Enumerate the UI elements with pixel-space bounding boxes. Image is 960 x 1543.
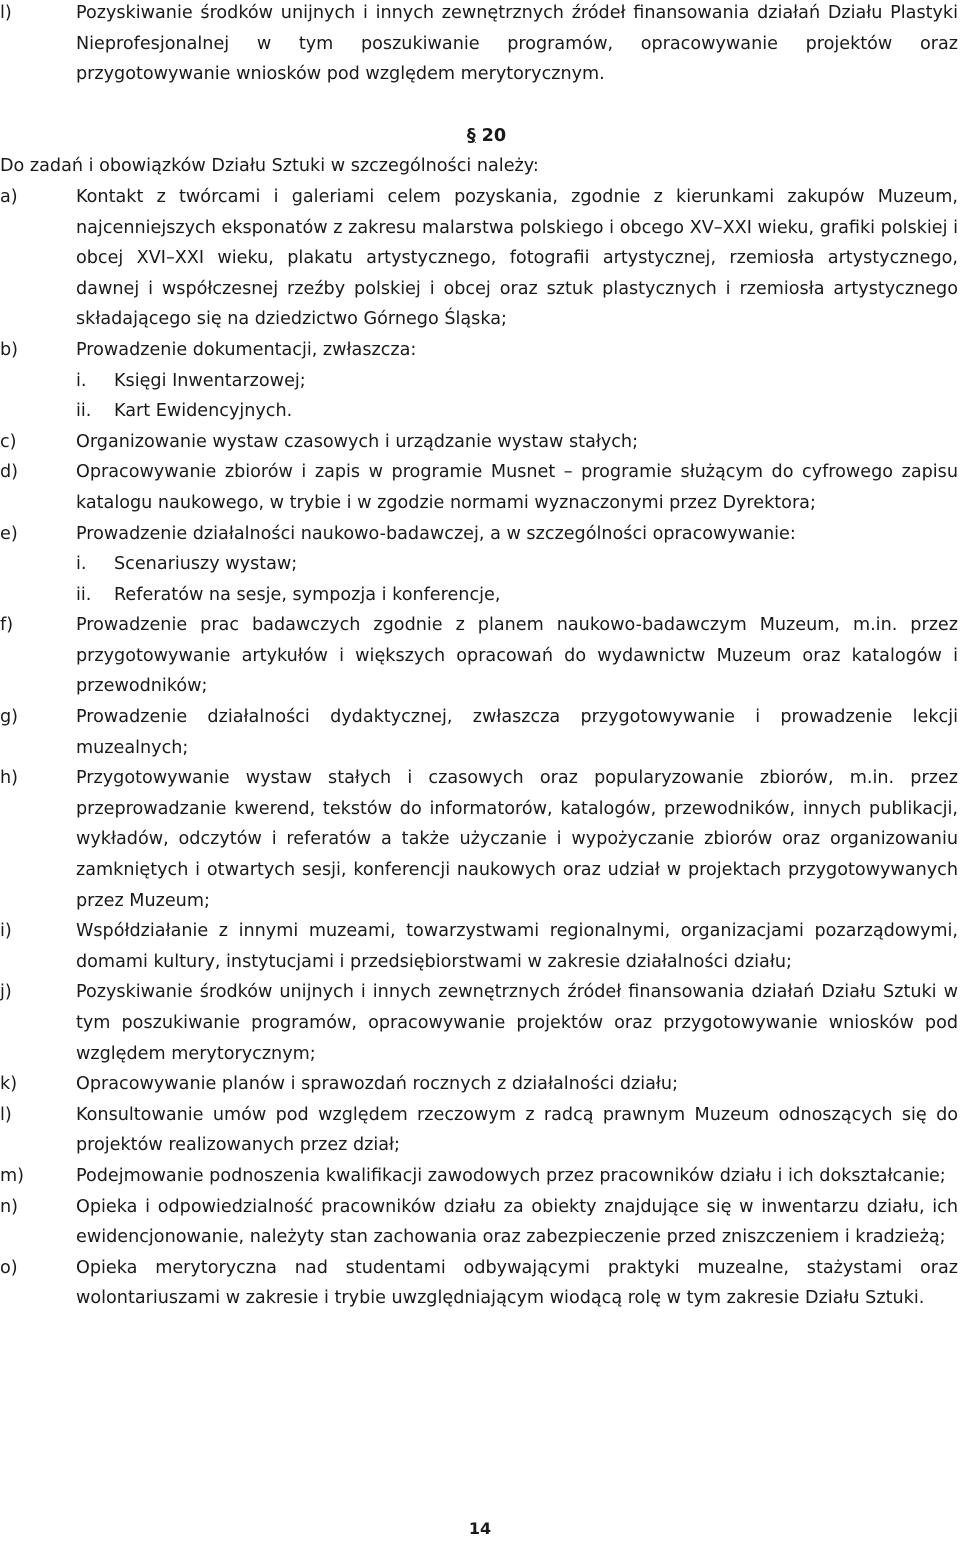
item-letter: d) [0,462,19,483]
sub-item-number: i. [76,370,87,391]
sub-item-text: Księgi Inwentarzowej; [114,370,306,391]
item-text: Organizowanie wystaw czasowych i urządzanie wystaw stałych; [76,431,639,452]
list-item [0,702,958,763]
sub-item-number: i. [76,554,87,575]
item-letter: o) [0,1257,18,1278]
item-text: Pozyskiwanie środków unijnych i innych zewnętrznych źródeł finansowania działań Działu Sztuki w tym poszukiwanie programów, opracowywanie projektów oraz przygotowywanie wniosków pod względem merytorycznym; [76,982,958,1064]
list-item [0,1192,958,1253]
item-letter: i) [0,921,12,942]
section-number: 20 [481,125,507,146]
sub-item [0,396,958,427]
paragraph-sign: § [466,125,476,146]
sub-item-number: ii. [76,401,92,422]
item-text: Prowadzenie działalności naukowo-badawczej, a w szczególności opracowywanie: [76,523,796,544]
sub-item-text: Referatów na sesje, sympozja i konferencje, [114,584,501,605]
list-item [0,763,958,916]
item-letter: c) [0,431,17,452]
item-letter: l) [0,1104,12,1125]
list-item [0,1069,958,1100]
list-item [0,457,958,518]
list-item [0,519,958,550]
sub-item [0,580,958,611]
item-text: Pozyskiwanie środków unijnych i innych zewnętrznych źródeł finansowania działań Działu Plastyki Nieprofesjonalnej w tym poszukiwanie programów, opracowywanie projektów oraz przygotowywanie wniosków pod względem merytorycznym. [76,3,958,85]
list-item [0,610,958,702]
list-item [0,1100,958,1161]
list-item [0,1161,958,1192]
item-letter: j) [0,982,12,1003]
item-text: Prowadzenie działalności dydaktycznej, zwłaszcza przygotowywanie i prowadzenie lekcji muzealnych; [76,707,958,758]
list-item [0,427,958,458]
list-item [0,977,958,1069]
list-item [0,1253,958,1314]
item-letter: g) [0,707,19,728]
page-number: 14 [468,1519,492,1538]
sub-item-number: ii. [76,584,92,605]
item-text: Opracowywanie zbiorów i zapis w programie Musnet – programie służącym do cyfrowego zapisu katalogu naukowego, w trybie i w zgodzie normami wyznaczonymi przez Dyrektora; [76,462,958,513]
task-list [0,182,958,1314]
list-item [0,182,958,335]
item-text: Opieka merytoryczna nad studentami odbywającymi praktyki muzealne, stażystami oraz wolontariuszami w zakresie i trybie uwzględniającym wiodącą rolę w tym zakresie Działu Sztuki. [76,1257,958,1309]
item-letter: f) [0,615,14,636]
section-heading [0,121,958,152]
list-item [0,335,958,366]
item-text: Opieka i odpowiedzialność pracowników działu za obiekty znajdujące się w inwentarzu działu, ich ewidencjonowanie, należyty stan zachowania oraz zabezpieczenie przed zniszczeniem i kradzieżą; [76,1196,958,1248]
item-letter: h) [0,768,19,789]
item-text: Konsultowanie umów pod względem rzeczowym z radcą prawnym Muzeum odnoszących się do projektów realizowanych przez dział; [76,1104,958,1156]
item-text: Prowadzenie prac badawczych zgodnie z planem naukowo-badawczym Muzeum, m.in. przez przygotowywanie artykułów i większych opracowań do wydawnictw Muzeum oraz katalogów i przewodników; [76,615,958,697]
item-text: Współdziałanie z innymi muzeami, towarzystwami regionalnymi, organizacjami pozarządowymi, domami kultury, instytucjami i przedsiębiorstwami w zakresie działalności działu; [76,921,958,972]
item-letter: k) [0,1074,18,1095]
sub-item-text: Scenariuszy wystaw; [114,554,298,575]
list-item [0,916,958,977]
item-letter: m) [0,1165,25,1186]
item-letter: b) [0,339,19,360]
item-letter: e) [0,523,18,544]
item-text: Opracowywanie planów i sprawozdań rocznych z działalności działu; [76,1074,678,1095]
sub-item [0,549,958,580]
item-letter: l) [0,3,12,23]
item-text: Podejmowanie podnoszenia kwalifikacji zawodowych przez pracowników działu i ich dokształcanie; [76,1165,946,1186]
item-text: Prowadzenie dokumentacji, zwłaszcza: [76,339,417,360]
sub-item [0,366,958,397]
section-intro: Do zadań i obowiązków Działu Sztuki w szczególności należy: [0,156,539,177]
sub-item-text: Kart Ewidencyjnych. [114,401,293,422]
item-text: Przygotowywanie wystaw stałych i czasowych oraz popularyzowanie zbiorów, m.in. przez przeprowadzanie kwerend, tekstów do informatorów, katalogów, przewodników, innych publikacji, wykładów, odczytów i referatów a także użyczanie i wypożyczanie zbiorów oraz organizowaniu zamkniętych i otwartych sesji, konferencji naukowych oraz udział w projektach przygotowywanych przez Muzeum; [76,768,958,911]
item-text: Kontakt z twórcami i galeriami celem pozyskania, zgodnie z kierunkami zakupów Muzeum, najcenniejszych eksponatów z zakresu malarstwa polskiego i obcego XV–XXI wieku, grafiki polskiej i obcej XVI–XXI wieku, plakatu artystycznego, fotografii artystycznej, rzemiosła artystycznego, dawnej i współczesnej rzeźby polskiej i obcej oraz sztuk plastycznych i rzemiosła artystycznego składającego się na dziedzictwo Górnego Śląska; [76,186,958,330]
item-letter: n) [0,1196,19,1217]
item-letter: a) [0,186,18,207]
list-item-top [0,0,958,90]
